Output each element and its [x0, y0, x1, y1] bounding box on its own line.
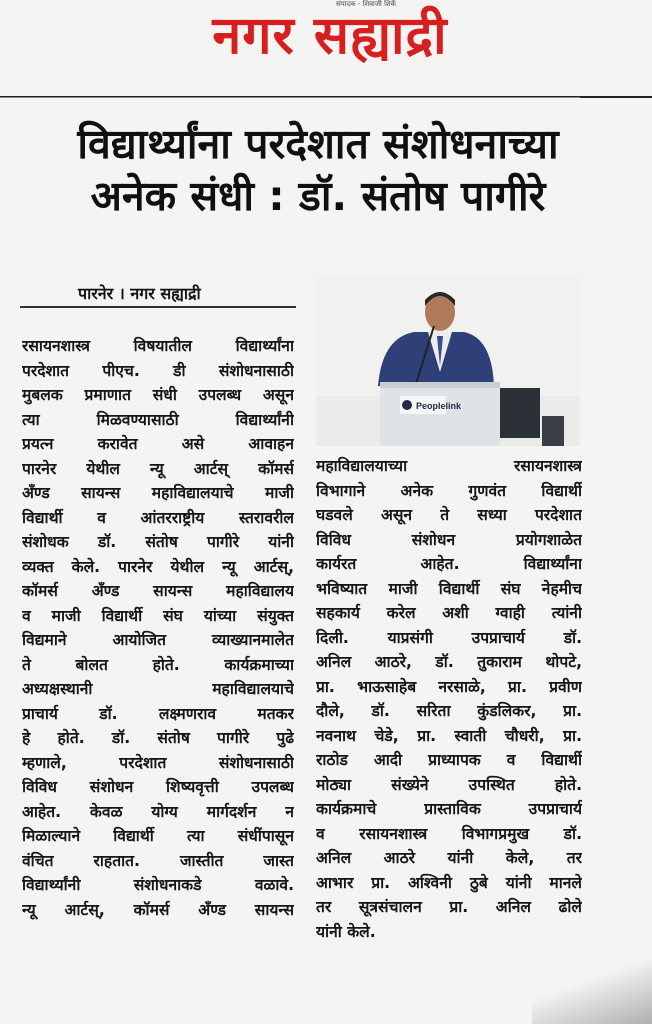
body-line: व माजी विद्यार्थी संघ यांच्या संयुक्त	[22, 606, 294, 625]
body-line: विभागाने अनेक गुणवंत विद्यार्थी	[316, 481, 582, 500]
body-line: महाविद्यालयाच्या रसायनशास्त्र	[316, 457, 582, 475]
article-headline	[18, 118, 618, 222]
body-line: प्राचार्य डॉ. लक्ष्मणराव मतकर	[22, 704, 294, 723]
body-line: कार्यक्रमाचे प्रास्ताविक उपप्राचार्य	[316, 800, 582, 818]
body-line: आहेत. केवळ योग्य मार्गदर्शन न	[22, 802, 294, 821]
body-line: अध्यक्षस्थानी महाविद्यालयाचे	[22, 680, 294, 698]
body-line: राठोड आदी प्राध्यापक व विद्यार्थी	[316, 751, 582, 769]
body-line: मिळाल्याने विद्यार्थी त्या संधींपासून	[22, 827, 294, 845]
headline-line: अनेक संधी : डॉ. संतोष पागीरे	[90, 172, 546, 220]
body-line: विद्यमाने आयोजित व्याख्यानमालेत	[22, 631, 294, 649]
body-line: पारनेर येथील न्यू आर्टस्‌ कॉमर्स	[22, 459, 294, 478]
body-line: दौले, डॉ. सरिता कुंडलिकर, प्रा.	[316, 702, 582, 720]
speaker-at-podium-image	[316, 276, 580, 446]
body-line: विविध संशोधन प्रयोगशाळेत	[316, 530, 582, 549]
masthead	[0, 0, 652, 98]
event-photo	[316, 276, 580, 446]
body-line: व्यक्त केले. पारनेर येथील न्यू आर्टस्‌,	[22, 557, 294, 576]
masthead-editor-line: संपादक - शिवाजी शिर्के	[336, 0, 397, 8]
body-line: दिली. याप्रसंगी उपप्राचार्य डॉ.	[316, 628, 582, 647]
body-line: प्रा. भाऊसाहेब नरसाळे, प्रा. प्रवीण	[316, 677, 582, 696]
dateline: पारनेर । नगर सह्याद्री	[78, 284, 201, 303]
dateline-divider	[20, 306, 296, 308]
body-line: त्या मिळवण्यासाठी विद्यार्थ्यांनी	[22, 410, 294, 429]
body-line: मुबलक प्रमाणात संधी उपलब्ध असून	[22, 386, 294, 404]
body-line: यांनी केले.	[316, 922, 376, 941]
body-line: विद्यार्थ्यांनी संशोधनाकडे वळावे.	[22, 876, 294, 894]
body-line: विद्यार्थी व आंतरराष्ट्रीय स्तरावरील	[22, 508, 294, 527]
page-curl-shadow	[532, 954, 652, 1024]
body-line: परदेशात पीएच. डी संशोधनासाठी	[22, 361, 294, 380]
body-line: ते बोलत होते. कार्यक्रमाच्या	[22, 655, 294, 674]
body-line: नवनाथ चेडे, प्रा. स्वाती चौधरी, प्रा.	[316, 726, 582, 745]
body-line: अनिल आठरे यांनी केले, तर	[316, 849, 582, 867]
body-line: आभार प्रा. अश्विनी ठुबे यांनी मानले	[316, 873, 582, 892]
body-line: न्यू आर्टस्‌, कॉमर्स अँण्ड सायन्स	[22, 900, 294, 919]
body-line: तर सूत्रसंचालन प्रा. अनिल ढोले	[316, 898, 582, 916]
body-line: प्रयत्न करावेत असे आवाहन	[22, 435, 294, 453]
masthead-divider	[0, 97, 580, 98]
body-line: हे होते. डॉ. संतोष पागीरे पुढे	[22, 729, 294, 747]
body-line: भविष्यात माजी विद्यार्थी संघ नेहमीच	[316, 579, 582, 598]
headline-line: विद्यार्थ्यांना परदेशात संशोधनाच्या	[77, 120, 559, 168]
body-line: वंचित राहतात. जास्तीत जास्त	[22, 851, 294, 870]
article-body-right-column	[316, 454, 582, 944]
body-line: रसायनशास्त्र विषयातील विद्यार्थ्यांना	[22, 337, 294, 355]
body-line: अँण्ड सायन्स महाविद्यालयाचे माजी	[22, 484, 294, 502]
body-line: सहकार्य करेल अशी ग्वाही त्यांनी	[316, 604, 582, 622]
body-line: अनिल आठरे, डॉ. तुकाराम थोपटे,	[316, 653, 582, 671]
body-line: कॉमर्स अँण्ड सायन्स महाविद्यालय	[22, 582, 294, 600]
body-line: मोठ्या संख्येने उपस्थित होते.	[316, 775, 582, 794]
body-line: कार्यरत आहेत. विद्यार्थ्यांना	[316, 555, 582, 573]
podium-brand-label: Peoplelink	[416, 401, 462, 411]
body-line: म्हणाले, परदेशात संशोधनासाठी	[22, 753, 294, 772]
article-body-left-column	[22, 334, 294, 922]
body-line: घडवले असून ते सध्या परदेशात	[316, 506, 582, 524]
body-line: व रसायनशास्त्र विभागप्रमुख डॉ.	[316, 824, 582, 843]
body-line: संशोधक डॉ. संतोष पागीरे यांनी	[22, 533, 294, 551]
body-line: विविध संशोधन शिष्यवृत्ती उपलब्ध	[22, 778, 294, 796]
newspaper-logo: नगर सह्याद्री	[212, 6, 448, 66]
